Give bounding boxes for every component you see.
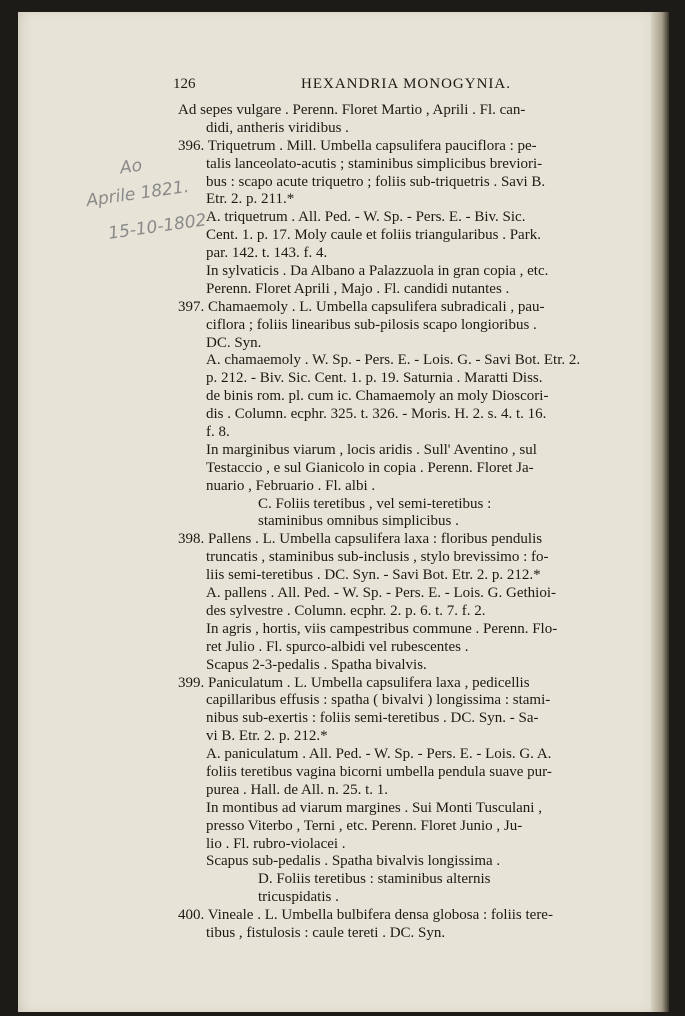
text-line: A. chamaemoly . W. Sp. - Pers. E. - Lois. G. - Savi Bot. Etr. 2. <box>206 352 581 369</box>
text-line: bus : scapo acute triquetro ; foliis sub-triquetris . Savi B. <box>206 173 546 190</box>
text-line: tibus , fistulosis : caule tereti . DC. Syn. <box>206 924 446 941</box>
page-header <box>173 76 643 102</box>
text-line: Etr. 2. p. 211.* <box>206 191 295 208</box>
text-line: capillaribus effusis : spatha ( bivalvi ) longissima : stami- <box>206 692 551 709</box>
text-line: staminibus omnibus simplicibus . <box>258 513 459 530</box>
text-line: C. Foliis teretibus , vel semi-teretibus : <box>258 495 492 512</box>
text-line: Cent. 1. p. 17. Moly caule et foliis triangularibus . Park. <box>206 227 541 244</box>
running-title: HEXANDRIA MONOGYNIA. <box>301 76 511 92</box>
text-line: de binis rom. pl. cum ic. Chamaemoly an moly Dioscori- <box>206 388 549 405</box>
text-line: In marginibus viarum , locis aridis . Sull' Aventino , sul <box>206 441 537 458</box>
text-line: Testaccio , e sul Gianicolo in copia . Perenn. Floret Ja- <box>206 459 534 476</box>
text-line: vi B. Etr. 2. p. 212.* <box>206 728 328 745</box>
text-line: presso Viterbo , Terni , etc. Perenn. Floret Junio , Ju- <box>206 817 523 834</box>
text-line: nuario , Februario . Fl. albi . <box>206 477 376 494</box>
text-line: tricuspidatis . <box>258 889 339 906</box>
text-line: Scapus 2-3-pedalis . Spatha bivalvis. <box>206 656 427 673</box>
text-line: f. 8. <box>206 424 230 441</box>
text-line: par. 142. t. 143. f. 4. <box>206 245 328 262</box>
handwritten-note: Aprile 1821. <box>85 176 191 212</box>
text-line: Scapus sub-pedalis . Spatha bivalvis longissima . <box>206 853 501 870</box>
text-line: Perenn. Floret Aprili , Majo . Fl. candidi nutantes . <box>206 280 510 297</box>
text-line: 398. Pallens . L. Umbella capsulifera laxa : floribus pendulis <box>178 531 543 548</box>
text-line: 400. Vineale . L. Umbella bulbifera densa globosa : foliis tere- <box>178 907 553 924</box>
text-line: In sylvaticis . Da Albano a Palazzuola in gran copia , etc. <box>206 263 549 280</box>
text-line: ret Julio . Fl. spurco-albidi vel rubescentes . <box>206 638 469 655</box>
page-gutter <box>651 12 669 1012</box>
text-line: DC. Syn. <box>206 334 262 351</box>
book-page <box>18 12 669 1012</box>
text-line: A. paniculatum . All. Ped. - W. Sp. - Pers. E. - Lois. G. A. <box>206 746 552 763</box>
text-line: truncatis , staminibus sub-inclusis , stylo brevissimo : fo- <box>206 549 549 566</box>
text-line: lio . Fl. rubro-violacei . <box>206 835 346 852</box>
text-line: liis semi-teretibus . DC. Syn. - Savi Bot. Etr. 2. p. 212.* <box>206 567 541 584</box>
text-line: In agris , hortis, viis campestribus commune . Perenn. Flo- <box>206 620 558 637</box>
text-line: talis lanceolato-acutis ; staminibus simplicibus breviori- <box>206 155 543 172</box>
text-line: 397. Chamaemoly . L. Umbella capsulifera subradicali , pau- <box>178 298 545 315</box>
handwritten-note: 15-10-1802 <box>107 210 208 244</box>
text-line: A. triquetrum . All. Ped. - W. Sp. - Pers. E. - Biv. Sic. <box>206 209 526 226</box>
text-line: purea . Hall. de All. n. 25. t. 1. <box>206 781 389 798</box>
text-line: ciflora ; foliis linearibus sub-pilosis scapo longioribus . <box>206 316 537 333</box>
text-line: D. Foliis teretibus : staminibus alternis <box>258 871 491 888</box>
text-line: des sylvestre . Column. ecphr. 2. p. 6. t. 7. f. 2. <box>206 602 486 619</box>
text-line: didi, antheris viridibus . <box>206 119 349 136</box>
text-line: 399. Paniculatum . L. Umbella capsulifera laxa , pedicellis <box>178 674 530 691</box>
text-line: p. 212. - Biv. Sic. Cent. 1. p. 19. Saturnia . Maratti Diss. <box>206 370 543 387</box>
text-line: Ad sepes vulgare . Perenn. Floret Martio , Aprili . Fl. can- <box>178 102 526 118</box>
page-number: 126 <box>173 76 196 92</box>
text-line: dis . Column. ecphr. 325. t. 326. - Moris. H. 2. s. 4. t. 16. <box>206 406 547 423</box>
text-line: 396. Triquetrum . Mill. Umbella capsulifera pauciflora : pe- <box>178 137 537 154</box>
text-line: nibus sub-exertis : foliis semi-teretibus . DC. Syn. - Sa- <box>206 710 539 727</box>
text-line: In montibus ad viarum margines . Sui Monti Tusculani , <box>206 799 542 816</box>
body-text <box>178 102 648 943</box>
text-line: foliis teretibus vagina bicorni umbella pendula suave pur- <box>206 763 552 780</box>
handwritten-note: Ao <box>118 155 144 179</box>
text-line: A. pallens . All. Ped. - W. Sp. - Pers. E. - Lois. G. Gethioi- <box>206 585 556 602</box>
